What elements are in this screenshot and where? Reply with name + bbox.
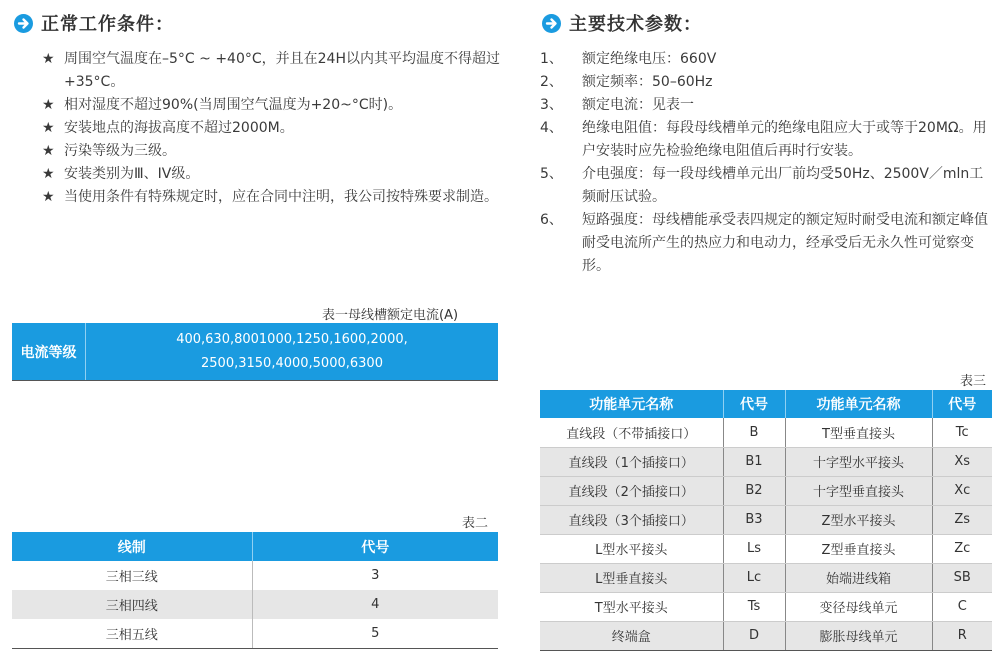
star-icon: ★ [42, 51, 55, 67]
list-item: 2、 额定频率：50–60Hz [540, 74, 713, 90]
rated-current-table [12, 323, 498, 381]
list-item: ★ 当使用条件有特殊规定时，应在合同中注明，我公司按特殊要求制造。 [42, 186, 512, 209]
list-item: ★ 相对湿度不超过90%(当周围空气温度为+20~°C时)。 [42, 94, 512, 117]
list-item: ★ 周围空气温度在–5°C ~ +40°C，并且在24H以内其平均温度不得超过+35°C。 [42, 48, 512, 94]
table-row: T型水平接头 Ts 变径母线单元 C [540, 592, 992, 621]
table2-col-code: 代号 [252, 532, 498, 561]
table-row: 直线段（1个插接口） B1 十字型水平接头 Xs [540, 447, 992, 476]
function-unit-table [540, 390, 992, 651]
table3-caption: 表三 [960, 374, 987, 389]
table1-values-line1: 400,630,8001000,1250,1600,2000, [176, 331, 408, 347]
wiring-system-table [12, 532, 498, 649]
tech-params-list [540, 48, 992, 278]
list-item: 4、 绝缘电阻值：每段母线槽单元的绝缘电阻应大于或等于20MΩ。用户安装时应先检验绝缘电阻值后再时行安装。 [540, 120, 987, 159]
tech-params-heading [542, 10, 702, 36]
working-conditions-title: 正常工作条件： [41, 14, 174, 35]
list-item: 1、 额定绝缘电压：660V [540, 51, 717, 67]
star-icon: ★ [42, 189, 55, 205]
table1-values-line2: 2500,3150,4000,5000,6300 [201, 355, 383, 371]
star-icon: ★ [42, 166, 55, 182]
list-item: ★ 污染等级为三级。 [42, 140, 512, 163]
table-header-row [12, 532, 498, 561]
table1-caption: 表一母线槽额定电流(A) [322, 308, 459, 323]
star-icon: ★ [42, 97, 55, 113]
arrow-right-icon [14, 14, 33, 33]
table-header-row: 功能单元名称 代号 功能单元名称 代号 [540, 390, 992, 418]
table-row: L型水平接头 Ls Z型垂直接头 Zc [540, 534, 992, 563]
table-row: 三相五线 5 [12, 619, 498, 648]
tech-params-title: 主要技术参数： [569, 14, 702, 35]
star-icon: ★ [42, 120, 55, 136]
list-item: ★ 安装类别为Ⅲ、IV级。 [42, 163, 512, 186]
table-row: 三相三线 3 [12, 561, 498, 590]
arrow-right-icon [542, 14, 561, 33]
table1-values [86, 323, 498, 380]
star-icon: ★ [42, 143, 55, 159]
table-row: 直线段（2个插接口） B2 十字型垂直接头 Xc [540, 476, 992, 505]
table-row: L型垂直接头 Lc 始端进线箱 SB [540, 563, 992, 592]
table-row: 直线段（不带插接口） B T型垂直接头 Tc [540, 418, 992, 447]
working-conditions-list [42, 48, 512, 209]
table1-header: 电流等级 [12, 323, 86, 380]
table2-caption: 表二 [462, 516, 489, 531]
table-row: 直线段（3个插接口） B3 Z型水平接头 Zs [540, 505, 992, 534]
table2-col-wiring: 线制 [12, 532, 252, 561]
list-item: ★ 安装地点的海拔高度不超过2000M。 [42, 117, 512, 140]
list-item: 5、 介电强度：每一段母线槽单元出厂前均受50Hz、2500V／mln工频耐压试验。 [540, 166, 984, 205]
working-conditions-heading [14, 10, 174, 36]
list-item: 3、 额定电流：见表一 [540, 97, 694, 113]
list-item: 6、 短路强度：母线槽能承受表四规定的额定短时耐受电流和额定峰值耐受电流所产生的热应力和电动力，经承受后无永久性可觉察变形。 [540, 212, 988, 274]
table-row: 终端盒 D 膨胀母线单元 R [540, 621, 992, 650]
table-row: 三相四线 4 [12, 590, 498, 619]
